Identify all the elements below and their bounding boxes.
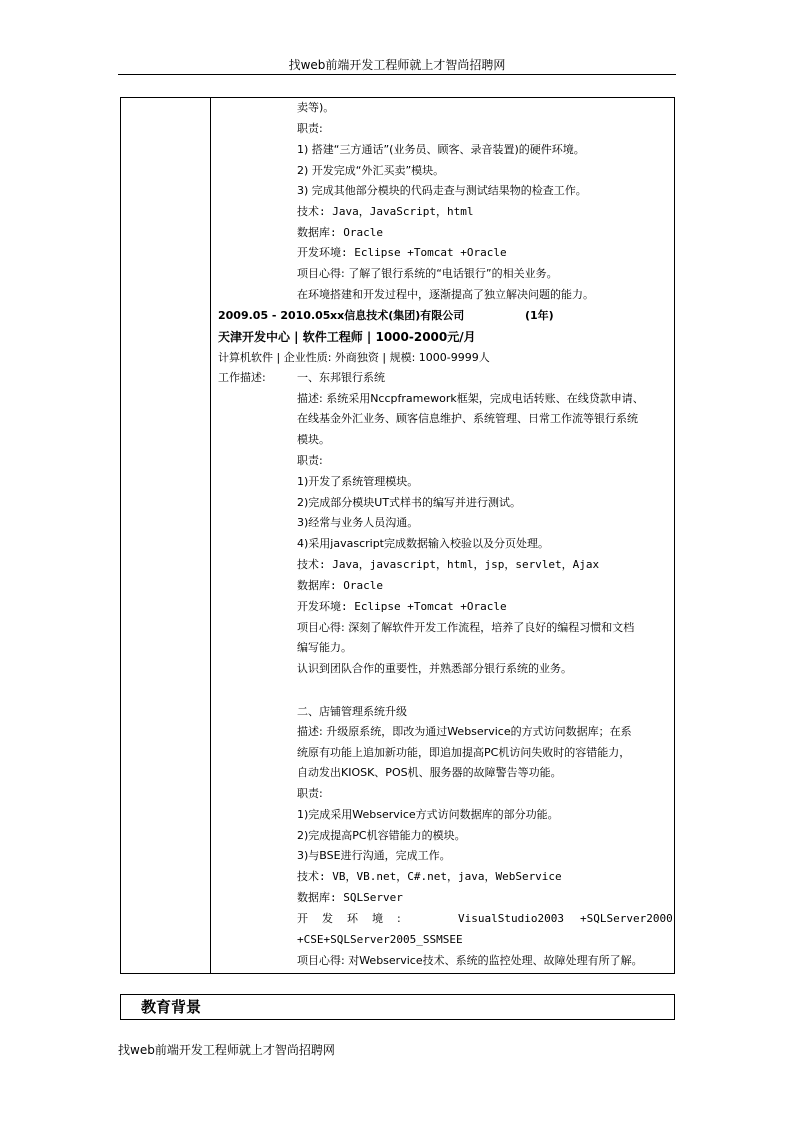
project-c-env-2: +CSE+SQLServer2005_SSMSEE <box>297 933 463 946</box>
job-meta-line: 计算机软件 | 企业性质: 外商独资 | 规模: 1000-9999人 <box>218 351 490 364</box>
project-c-duty-2: 2)完成提高PC机容错能力的模块。 <box>297 829 466 842</box>
project-b-experience-1: 项目心得: 深刻了解软件开发工作流程，培养了良好的编程习惯和文档 <box>297 621 635 634</box>
project-c-desc-1: 描述: 升级原系统，即改为通过Webservice的方式访问数据库；在系 <box>297 725 632 738</box>
project-b-experience-3: 认识到团队合作的重要性，并熟悉部分银行系统的业务。 <box>297 662 572 675</box>
project-c-env-ide: VisualStudio2003 <box>458 912 564 925</box>
work-description-label: 工作描述: <box>218 371 266 384</box>
project-a-db: 数据库: Oracle <box>297 226 383 239</box>
project-a-duty-3: 3) 完成其他部分模块的代码走查与测试结果物的检查工作。 <box>297 184 587 197</box>
project-b-duty-3: 3)经常与业务人员沟通。 <box>297 516 419 529</box>
project-b-duty-4: 4)采用javascript完成数据输入校验以及分页处理。 <box>297 537 549 550</box>
project-c-env-label: 开 发 环 境 : <box>297 912 401 925</box>
project-b-duty-2: 2)完成部分模块UT式样书的编写并进行测试。 <box>297 496 522 509</box>
project-b-desc-2: 在线基金外汇业务、顾客信息维护、系统管理、日常工作流等银行系统 <box>297 412 638 425</box>
project-a-experience-2: 在环境搭建和开发过程中，逐渐提高了独立解决问题的能力。 <box>297 288 594 301</box>
project-c-env-db: +SQLServer2000 <box>580 912 673 925</box>
education-title: 教育背景 <box>141 998 202 1016</box>
project-c-experience: 项目心得: 对Webservice技术、系统的监控处理、故障处理有所了解。 <box>297 954 643 967</box>
project-b-desc-1: 描述: 系统采用Nccpframework框架，完成电话转账、在线贷款申请、 <box>297 392 644 405</box>
project-c-duty-3: 3)与BSE进行沟通，完成工作。 <box>297 849 451 862</box>
job-company: xx信息技术(集团)有限公司 <box>330 309 465 322</box>
header-rule <box>118 74 676 75</box>
project-b-duty-label: 职责: <box>297 454 323 467</box>
job-title-line: 天津开发中心 | 软件工程师 | 1000-2000元/月 <box>218 330 476 344</box>
project-b-desc-3: 模块。 <box>297 433 330 446</box>
project-a-duty-2: 2) 开发完成“外汇买卖”模块。 <box>297 164 445 177</box>
project-c-desc-2: 统原有功能上追加新功能，即追加提高PC机访问失败时的容错能力， <box>297 746 631 759</box>
project-a-env: 开发环境: Eclipse +Tomcat +Oracle <box>297 246 507 259</box>
project-c-db: 数据库: SQLServer <box>297 891 403 904</box>
project-a-tail: 卖等)。 <box>297 101 335 114</box>
project-c-duty-1: 1)完成采用Webservice方式访问数据库的部分功能。 <box>297 808 559 821</box>
project-b-db: 数据库: Oracle <box>297 579 383 592</box>
project-a-tech: 技术: Java，JavaScript，html <box>297 205 474 218</box>
page-footer: 找web前端开发工程师就上才智尚招聘网 <box>118 1043 335 1057</box>
project-b-tech: 技术: Java，javascript，html，jsp，servlet，Ajax <box>297 558 600 571</box>
project-c-tech: 技术: VB，VB.net，C#.net，java，WebService <box>297 870 562 883</box>
project-a-duty-1: 1) 搭建“三方通话”(业务员、顾客、录音装置)的硬件环境。 <box>297 143 585 156</box>
project-b-env: 开发环境: Eclipse +Tomcat +Oracle <box>297 600 507 613</box>
project-b-duty-1: 1)开发了系统管理模块。 <box>297 475 419 488</box>
project-b-name: 一、东邦银行系统 <box>297 371 385 384</box>
education-section-header <box>120 994 675 1020</box>
project-b-experience-2: 编写能力。 <box>297 641 352 654</box>
project-c-name: 二、店铺管理系统升级 <box>297 705 407 718</box>
project-c-desc-3: 自动发出KIOSK、POS机、服务器的故障警告等功能。 <box>297 766 562 779</box>
job-duration: (1年) <box>525 309 554 322</box>
project-a-duty-label: 职责: <box>297 122 323 135</box>
job-period: 2009.05 - 2010.05 <box>218 309 331 322</box>
project-c-duty-label: 职责: <box>297 787 323 800</box>
project-a-experience-1: 项目心得: 了解了银行系统的“电话银行”的相关业务。 <box>297 267 558 280</box>
column-divider <box>210 98 211 973</box>
page-header: 找web前端开发工程师就上才智尚招聘网 <box>288 58 506 72</box>
